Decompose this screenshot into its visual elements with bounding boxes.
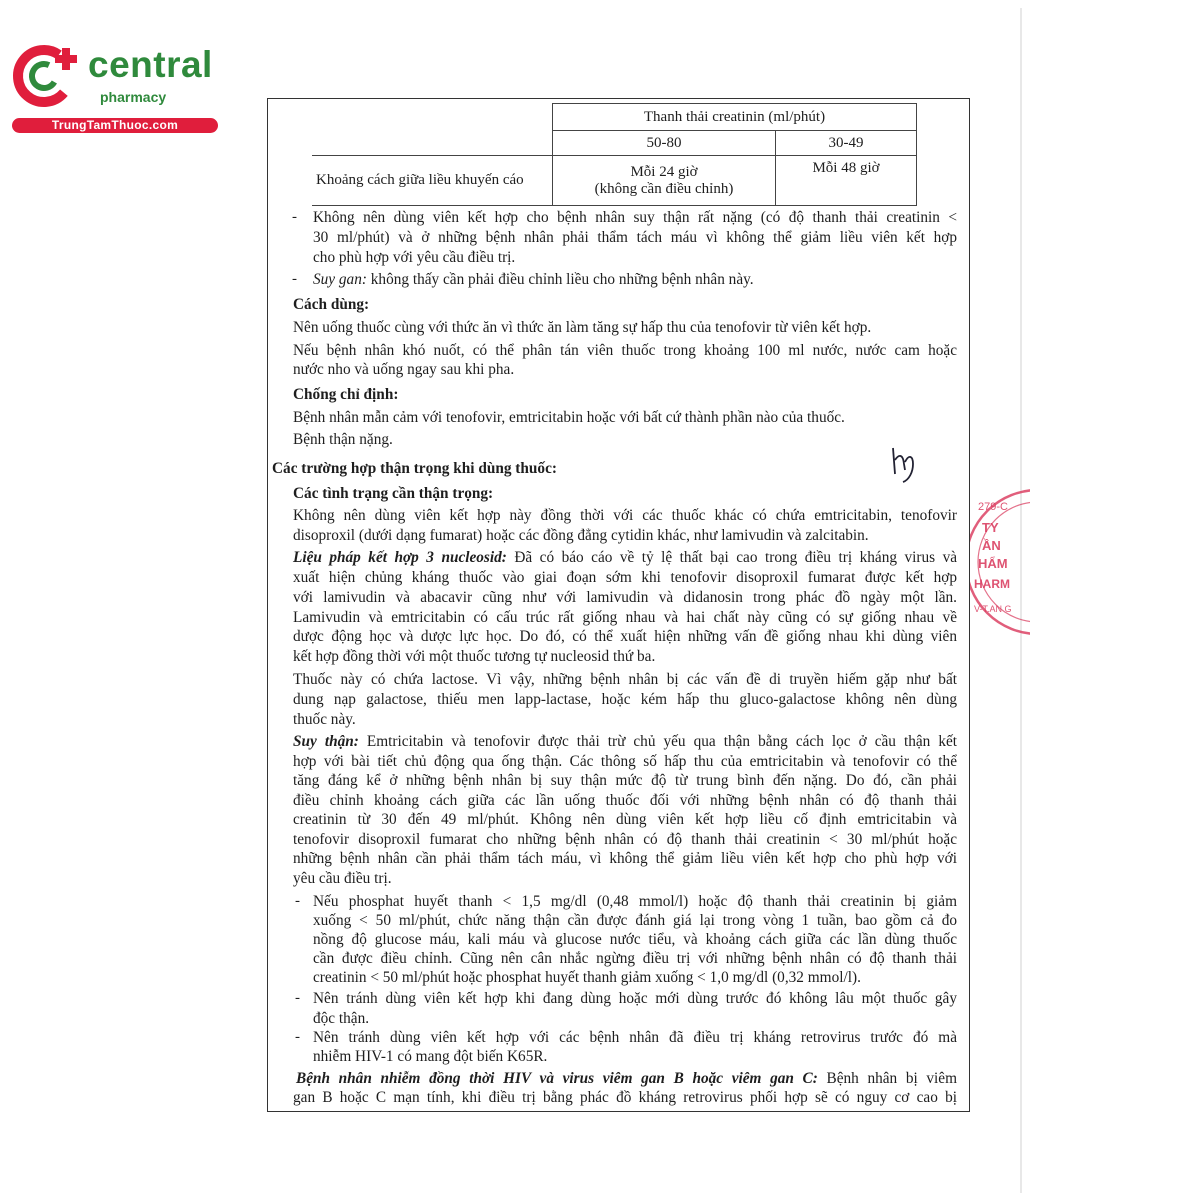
table-empty-cell bbox=[312, 104, 553, 156]
text-line: 30 ml/phút) và ở những bệnh nhân phải thẩm tách máu vì không thể giảm liều viên kết hợp bbox=[313, 229, 957, 246]
text-line: hợp với bài tiết chủ động qua ống thận. Các thông số hấp thu của emtricitabin và tenofovir có thể bbox=[293, 753, 957, 770]
text-line: Thuốc này có chứa lactose. Vì vậy, những bệnh nhân bị các vấn đề di truyền hiếm gặp như bất bbox=[293, 671, 957, 688]
text-line: gan B hoặc C mạn tính, khi điều trị bằng phác đồ kháng retrovirus phối hợp sẽ có nguy cơ cao bị bbox=[293, 1089, 957, 1106]
text-line: Suy gan: không thấy cần phải điều chỉnh liều cho những bệnh nhân này. bbox=[313, 271, 754, 288]
text-line: Bệnh nhân mẫn cảm với tenofovir, emtricitabin hoặc với bất cứ thành phần nào của thuốc. bbox=[293, 409, 845, 426]
text-line: cho phù hợp với yêu cầu điều trị. bbox=[313, 249, 516, 266]
table-col-50-80: 50-80 bbox=[553, 131, 776, 156]
text-line: xuất hiện chủng kháng thuốc vào giai đoạn sớm khi tenofovir disoproxil fumarat được kết hợp bbox=[293, 569, 957, 586]
logo-name: central bbox=[88, 44, 213, 85]
text-line: xuống < 50 ml/phút, chức năng thận cần được đánh giá lại trong vòng 1 tuần, bao gồm cả đo bbox=[313, 912, 957, 929]
text-line: nước nho và uống ngay sau khi pha. bbox=[293, 361, 515, 378]
text-line: độc thận. bbox=[313, 1010, 370, 1027]
text-line: Suy thận: Emtricitabin và tenofovir được thải trừ chủ yếu qua thận bằng cách lọc ở cầu thận kết bbox=[293, 733, 958, 750]
bullet-dash: - bbox=[295, 1029, 300, 1045]
stamp-text-1: 279-C bbox=[978, 501, 1008, 513]
handwritten-signature bbox=[885, 440, 930, 485]
text-line: kết hợp đồng thời với một thuốc tương tự nucleosid thứ ba. bbox=[293, 648, 656, 665]
text-line: Không nên dùng viên kết hợp này đồng thời với các thuốc khác có chứa emtricitabin, tenofovir bbox=[293, 507, 957, 524]
bullet-dash: - bbox=[292, 209, 297, 225]
table-cell-24h: Mỗi 24 giờ (không cần điều chỉnh) bbox=[553, 156, 776, 206]
text-line: cần được điều chỉnh. Cũng nên cân nhắc ngừng điều trị với những bệnh nhân có độ thanh thải bbox=[313, 950, 957, 967]
text-line: creatinin từ 30 đến 49 ml/phút. Không nên dùng viên kết hợp liều cố định emtricitabin và bbox=[293, 811, 957, 828]
text-line: nhiễm HIV-1 có mang đột biến K65R. bbox=[313, 1048, 548, 1065]
text-line: disoproxil (dưới dạng fumarat) hoặc các đồng đẳng cytidin khác, như lamivudin và zalcitabin. bbox=[293, 527, 869, 544]
text-line: Nếu bệnh nhân khó nuốt, có thể phân tán viên thuốc trong khoảng 100 ml nước, nước cam hoặc bbox=[293, 342, 957, 359]
central-pharmacy-logo bbox=[10, 38, 215, 138]
text-line: nồng độ glucose máu, kali máu và glucose nước tiểu, và khoảng cách giữa các lần dùng thuốc bbox=[313, 931, 957, 948]
stamp-text-3: ẦN bbox=[982, 538, 1001, 553]
bullet-dash: - bbox=[292, 271, 297, 287]
table-header: Thanh thải creatinin (ml/phút) bbox=[553, 104, 917, 131]
text-line: Nên tránh dùng viên kết hợp khi đang dùng hoặc mới dùng trước đó không lâu một thuốc gây bbox=[313, 990, 957, 1007]
company-stamp bbox=[970, 480, 1030, 645]
text-line: với lamivudin và abacavir cũng như với lamivudin và didanosin trong phác đồ ngày một lần. bbox=[293, 589, 957, 606]
stamp-text-5: HARM bbox=[974, 577, 1010, 591]
text-line: dung nạp galactose, thiếu men lapp-lactase, hoặc kém hấp thu gluco-galactose không nên dùng bbox=[293, 691, 957, 708]
text-line: tenofovir disoproxil fumarat cho những bệnh nhân có độ thanh thải creatinin < 30 ml/phút hoặc bbox=[293, 831, 957, 848]
bullet-dash: - bbox=[295, 990, 300, 1006]
heading-cautions: Các trường hợp thận trọng khi dùng thuốc: bbox=[272, 460, 557, 477]
text-line: tăng đáng kể ở những bệnh nhân bị suy thận mức độ từ trung bình đến nặng. Do đó, cần phải bbox=[293, 772, 957, 789]
stamp-text-4: HẨM bbox=[978, 556, 1008, 571]
heading-contraindications: Chống chỉ định: bbox=[293, 386, 399, 403]
text-line: Không nên dùng viên kết hợp cho bệnh nhân suy thận rất nặng (có độ thanh thải creatinin < bbox=[313, 209, 957, 226]
table-row-label: Khoảng cách giữa liều khuyến cáo bbox=[312, 156, 553, 206]
stamp-text-6: V-T.AN G bbox=[974, 604, 1012, 614]
text-line: Nên tránh dùng viên kết hợp với các bệnh nhân đã điều trị kháng retrovirus trước đó mà bbox=[313, 1029, 957, 1046]
text-line: thuốc này. bbox=[293, 711, 356, 728]
text-line: dược động học và dược lực học. Do đó, có thể xuất hiện những vấn đề giống nhau khi dùng viên bbox=[293, 628, 957, 645]
text-line: Lamivudin và emtricitabin có cấu trúc rất giống nhau và hai chất này cũng có sự giống nhau về bbox=[293, 609, 957, 626]
text-line: điều chỉnh khoảng cách giữa các lần uống thuốc đối với những bệnh nhân có độ thanh thải bbox=[293, 792, 957, 809]
heading-usage: Cách dùng: bbox=[293, 296, 370, 313]
text-line: Nên uống thuốc cùng với thức ăn vì thức ăn làm tăng sự hấp thu của tenofovir từ viên kết hợp. bbox=[293, 319, 872, 336]
text-line: Liệu pháp kết hợp 3 nucleosid: Đã có báo cáo về tỷ lệ thất bại cao trong điều trị kháng virus và bbox=[293, 549, 958, 566]
text-line: những bệnh nhân cần phải thẩm tách máu, vì không thể giảm liều viên kết hợp cho phù hợp với bbox=[293, 850, 957, 867]
text-line: Bệnh nhân nhiễm đồng thời HIV và virus viêm gan B hoặc viêm gan C: Bệnh nhân bị viêm bbox=[296, 1070, 957, 1087]
text-line: yêu cầu điều trị. bbox=[293, 870, 392, 887]
logo-subtitle: pharmacy bbox=[100, 89, 167, 105]
subheading-conditions: Các tình trạng cần thận trọng: bbox=[293, 485, 494, 502]
bullet-dash: - bbox=[295, 893, 300, 909]
table-cell-48h: Mỗi 48 giờ bbox=[776, 156, 917, 206]
text-line: creatinin < 50 ml/phút hoặc phosphat huyết thanh giảm xuống < 1,0 mg/dl (0,32 mmol/l). bbox=[313, 969, 861, 986]
text-line: Nếu phosphat huyết thanh < 1,5 mg/dl (0,48 mmol/l) hoặc độ thanh thải creatinin bị giảm bbox=[313, 893, 957, 910]
stamp-text-2: TY bbox=[982, 520, 999, 535]
logo-site-bar: TrungTamThuoc.com bbox=[12, 118, 218, 133]
pharmacy-cross-icon bbox=[10, 38, 90, 118]
text-line: Bệnh thận nặng. bbox=[293, 431, 393, 448]
table-col-30-49: 30-49 bbox=[776, 131, 917, 156]
creatinine-table bbox=[312, 103, 917, 206]
